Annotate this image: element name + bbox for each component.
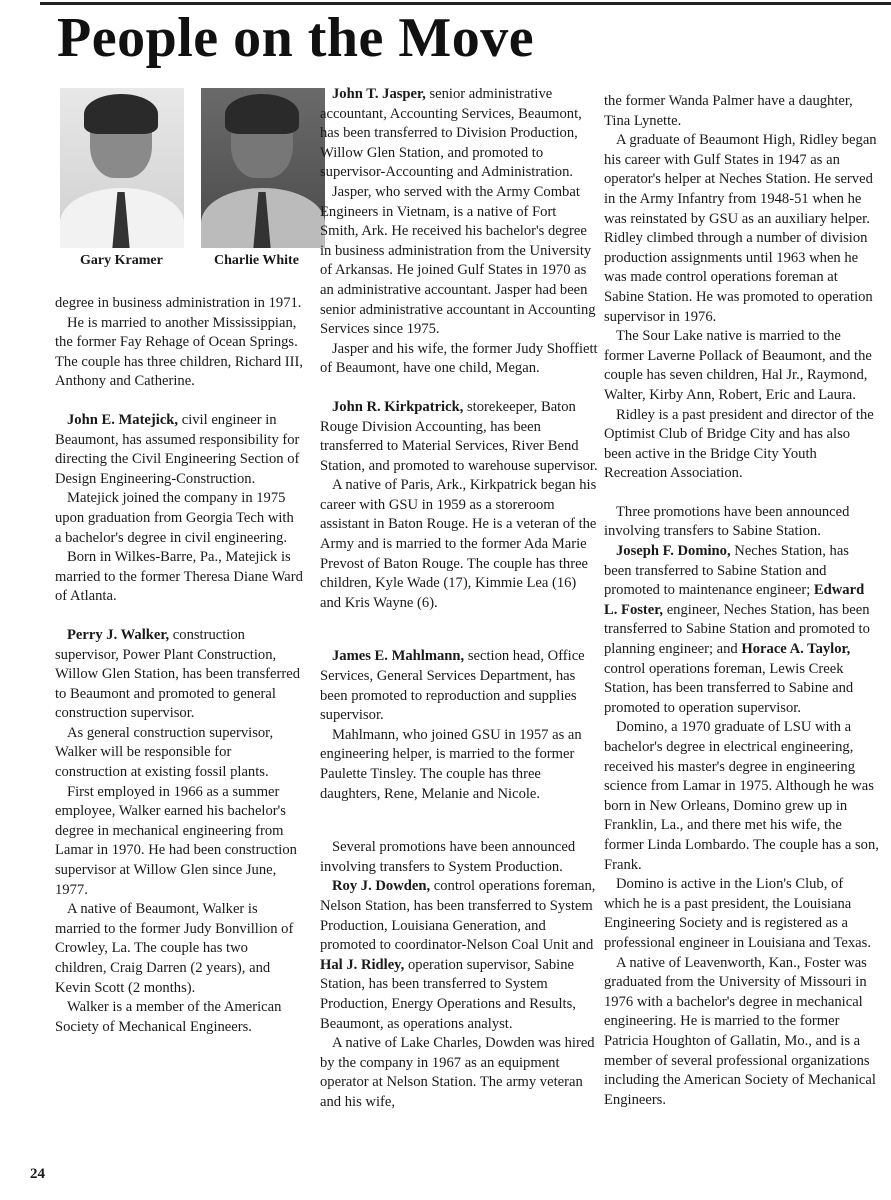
photo-gary-kramer xyxy=(60,88,184,248)
paragraph-text: section head, Office Services, General Services Department, has been promoted to reproduction and supplies supervisor. xyxy=(320,648,585,724)
article-paragraph xyxy=(55,724,303,783)
article-paragraph xyxy=(604,131,880,327)
article-paragraph xyxy=(320,183,598,340)
person-name: Edward L. Foster, xyxy=(604,582,865,618)
paragraph-text: Walker is a member of the American Society of Mechanical Engineers. xyxy=(55,999,282,1035)
article-paragraph xyxy=(55,783,303,901)
article-column-1 xyxy=(55,294,303,1037)
person-name: John E. Matejick, xyxy=(67,411,179,428)
person-name: Hal J. Ridley, xyxy=(320,956,405,973)
article-paragraph xyxy=(604,954,880,1111)
person-name: Horace A. Taylor, xyxy=(741,641,851,658)
paragraph-text: Jasper, who served with the Army Combat Engineers in Vietnam, is a native of Fort Smith, Ark. He received his bachelor's degree in business administration from the University of Arkansas. He joined Gulf States in 1970 as an administrative accountant. Jasper had been senior administrative accountant in Accounting Services since 1975. xyxy=(320,183,596,338)
article-paragraph xyxy=(55,548,303,607)
paragraph-text: As general construction supervisor, Walker will be responsible for construction at existing fossil plants. xyxy=(55,724,274,781)
paragraph-text: degree in business administration in 1971. xyxy=(55,295,302,311)
paragraph-text: Jasper and his wife, the former Judy Shoffiett of Beaumont, have one child, Megan. xyxy=(320,340,598,377)
person-name: John T. Jasper, xyxy=(332,86,426,102)
article-paragraph xyxy=(604,92,880,131)
article-paragraph xyxy=(604,327,880,405)
paragraph-text: Several promotions have been announced involving transfers to System Production. xyxy=(320,839,576,875)
photo-caption: Charlie White xyxy=(214,253,299,268)
person-name: Roy J. Dowden, xyxy=(332,878,431,895)
paragraph-text: Born in Wilkes-Barre, Pa., Matejick is married to the former Theresa Diane Ward of Atlanta. xyxy=(55,549,303,605)
article-paragraph xyxy=(55,998,303,1037)
article-paragraph xyxy=(320,1034,598,1112)
article-paragraph xyxy=(320,85,598,183)
article-paragraph xyxy=(604,875,880,953)
person-name: John R. Kirkpatrick, xyxy=(332,398,464,415)
paragraph-text: Ridley is a past president and director of the Optimist Club of Bridge City and has also been active in the Bridge City Youth Recreation Association. xyxy=(604,406,874,482)
article-column-2 xyxy=(320,85,598,1113)
article-column-3 xyxy=(604,92,880,1110)
photo-charlie-white xyxy=(201,88,325,248)
article-paragraph xyxy=(604,406,880,484)
article-paragraph xyxy=(604,503,880,542)
paragraph-text: operation supervisor, Sabine Station, has been transferred to System Production, Energy Operations and Results, Beaumont, as operations analyst. xyxy=(320,956,576,1032)
paragraph-text: First employed in 1966 as a summer employee, Walker earned his bachelor's degree in mechanical engineering from Lamar in 1970. He had been construction supervisor at Willow Glen since June, 1977. xyxy=(55,783,297,898)
paragraph-text: storekeeper, Baton Rouge Division Accounting, has been transferred to Material Services, River Bend Station, and promoted to warehouse supervisor. xyxy=(320,398,598,474)
article-paragraph xyxy=(55,411,303,489)
paragraph-text: engineer, Neches Station, has been transferred to Sabine Station and promoted to planning engineer; and xyxy=(604,601,870,658)
page-number: 24 xyxy=(30,1166,45,1182)
page-title: People on the Move xyxy=(57,7,535,69)
paragraph-text: senior administrative accountant, Accounting Services, Beaumont, has been transferred to Division Production, Willow Glen Station, and promoted to supervisor-Accounting and Administration. xyxy=(320,86,582,181)
article-paragraph xyxy=(320,476,598,613)
person-name: Joseph F. Domino, xyxy=(616,543,731,560)
article-paragraph xyxy=(55,489,303,548)
photo-caption: Gary Kramer xyxy=(80,253,163,268)
article-paragraph xyxy=(320,877,598,1034)
article-paragraph xyxy=(55,314,303,392)
article-paragraph xyxy=(604,542,880,718)
person-name: James E. Mahlmann, xyxy=(332,648,465,665)
paragraph-text: Three promotions have been announced involving transfers to Sabine Station. xyxy=(604,503,850,540)
paragraph-text: control operations foreman, Nelson Station, has been transferred to System Production, Louisiana Generation, and promoted to coordinator-Nelson Coal Unit and xyxy=(320,878,596,954)
paragraph-text: Domino, a 1970 graduate of LSU with a bachelor's degree in electrical engineering, received his master's degree in engineering science from Lamar in 1975. Although he was born in New Orleans, Domino grew up in Franklin, La., and there met his wife, the former Linda Lombardo. The couple has a son, Frank. xyxy=(604,719,879,873)
paragraph-text: Domino is active in the Lion's Club, of which he is a past president, the Louisiana Engineering Society and is registered as a professional engineer in Louisiana and Texas. xyxy=(604,876,871,951)
paragraph-text: A native of Beaumont, Walker is married to the former Judy Bonvillion of Crowley, La. The couple has two children, Craig Darren (2 years), and Kevin Scott (2 months). xyxy=(55,901,294,996)
article-paragraph xyxy=(604,718,880,875)
paragraph-text: Mahlmann, who joined GSU in 1957 as an engineering helper, is married to the former Paulette Tinsley. The couple has three daughters, Rene, Melanie and Nicole. xyxy=(320,726,582,802)
paragraph-text: He is married to another Mississippian, the former Fay Rehage of Ocean Springs. The couple has three children, Richard III, Anthony and Catherine. xyxy=(55,314,303,390)
article-paragraph xyxy=(320,726,598,804)
paragraph-text: The Sour Lake native is married to the former Laverne Pollack of Beaumont, and the couple has seven children, Hal Jr., Raymond, Walter, Kirby Ann, Robert, Eric and Laura. xyxy=(604,328,872,403)
person-name: Perry J. Walker, xyxy=(67,626,170,643)
article-paragraph xyxy=(55,626,303,724)
article-paragraph xyxy=(55,900,303,998)
article-paragraph xyxy=(320,838,598,877)
article-paragraph xyxy=(320,340,598,379)
paragraph-text: A native of Paris, Ark., Kirkpatrick began his career with GSU in 1959 as a storeroom assistant in Baton Rouge. He is a veteran of the Army and is married to the former Ada Marie Prevost of Baton Rouge. The couple has three children, Kyle Wade (17), Kimmie Lea (16) and Kris Wayne (6). xyxy=(320,477,597,611)
paragraph-text: A native of Leavenworth, Kan., Foster was graduated from the University of Missouri in 1976 with a bachelor's degree in mechanical engineering. He is married to the former Patricia Houghton of Gallatin, Mo., and is a member of several professional organizations including the American Society of Mechanical Engineers. xyxy=(604,954,876,1108)
paragraph-text: construction supervisor, Power Plant Construction, Willow Glen Station, has been transferred to Beaumont and promoted to general construction supervisor. xyxy=(55,626,301,722)
header-rule xyxy=(40,2,891,5)
paragraph-text: Matejick joined the company in 1975 upon graduation from Georgia Tech with a bachelor's degree in civil engineering. xyxy=(55,490,294,546)
paragraph-text: control operations foreman, Lewis Creek Station, has been transferred to Sabine and promoted to operation supervisor. xyxy=(604,660,854,716)
paragraph-text: the former Wanda Palmer have a daughter, Tina Lynette. xyxy=(604,93,853,129)
paragraph-text: civil engineer in Beaumont, has assumed responsibility for directing the Civil Engineering Section of Design Engineering-Construction. xyxy=(55,411,300,487)
article-paragraph xyxy=(320,398,598,476)
article-paragraph xyxy=(55,294,303,314)
paragraph-text: A graduate of Beaumont High, Ridley began his career with Gulf States in 1947 as an operator's helper at Neches Station. He served in the Army Infantry from 1948-51 when he was reinstated by GSU as an auxiliary helper. Ridley climbed through a number of division production assignments until 1963 when he was made control operations foreman at Sabine Station. He was promoted to operation supervisor in 1976. xyxy=(604,132,877,325)
paragraph-text: Neches Station, has been transferred to Sabine Station and promoted to maintenance engineer; xyxy=(604,543,849,599)
article-paragraph xyxy=(320,647,598,725)
paragraph-text: A native of Lake Charles, Dowden was hired by the company in 1967 as an equipment operator at Nelson Station. The army veteran and his wife, xyxy=(320,1035,595,1110)
